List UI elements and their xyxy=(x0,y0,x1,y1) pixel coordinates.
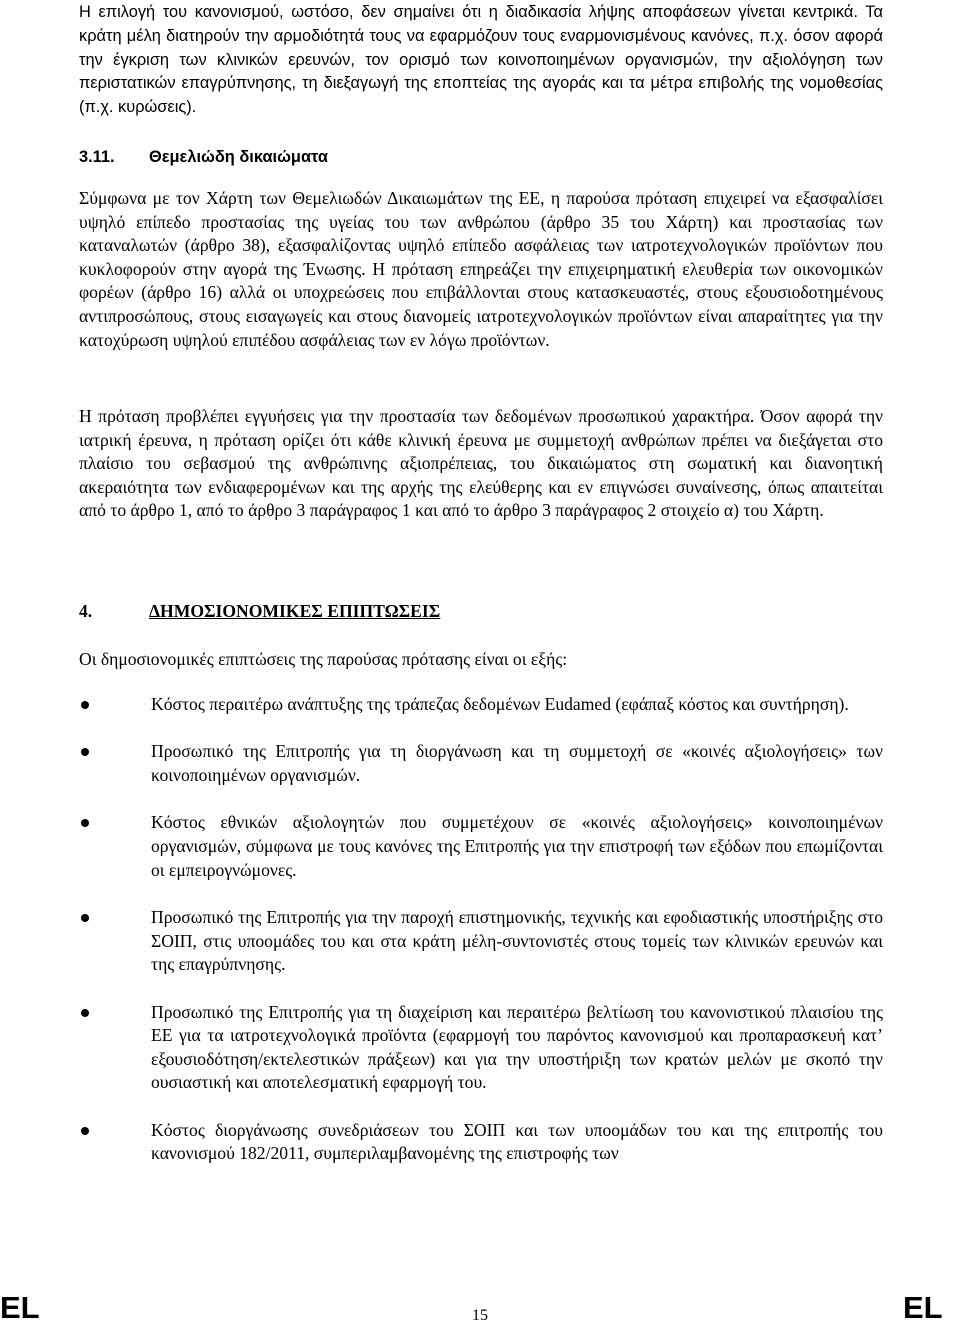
financial-intro-paragraph: Οι δημοσιονομικές επιπτώσεις της παρούσας πρότασης είναι οι εξής: xyxy=(79,649,568,669)
section-number: 3.11. xyxy=(79,148,115,166)
financial-impact-list xyxy=(79,693,883,1190)
list-item: Κόστος περαιτέρω ανάπτυξης της τράπεζας δεδομένων Eudamed (εφάπαξ κόστος και συντήρηση). xyxy=(79,693,883,717)
bullet-icon xyxy=(81,819,89,827)
footer-language-left: EL xyxy=(0,1290,40,1325)
section-4-heading xyxy=(79,600,883,624)
section-title: ΔΗΜΟΣΙΟΝΟΜΙΚΕΣ ΕΠΙΠΤΩΣΕΙΣ xyxy=(149,601,441,621)
section-number: 4. xyxy=(79,601,93,621)
bullet-icon xyxy=(81,914,89,922)
bullet-icon xyxy=(81,701,89,709)
section-3-11-heading xyxy=(79,146,883,170)
list-item: Προσωπικό της Επιτροπής για τη διοργάνωση και τη συμμετοχή σε «κοινές αξιολογήσεις» των κοινοποιημένων οργανισμών. xyxy=(79,740,883,787)
list-item: Κόστος εθνικών αξιολογητών που συμμετέχουν σε «κοινές αξιολογήσεις» κοινοποιημένων οργανισμών, σύμφωνα με τους κανόνες της Επιτροπής για την επιστροφή των εξόδων που επωμίζονται οι εμπειρογνώμονες. xyxy=(79,811,883,882)
page-number: 15 xyxy=(472,1307,488,1324)
section-title: Θεμελιώδη δικαιώματα xyxy=(149,148,328,166)
fundamental-rights-paragraph-2: Η πρόταση προβλέπει εγγυήσεις για την προστασία των δεδομένων προσωπικού χαρακτήρα. Όσον αφορά την ιατρική έρευνα, η πρόταση ορίζει ότι κάθε κλινική έρευνα με συμμετοχή ανθρώπων πρέπει να διεξάγεται στο πλαίσιο του σεβασμού της ανθρώπινης αξιοπρέπειας, του δικαιώματος στη σωματική και διανοητική ακεραιότητα των ενδιαφερομένων και της αρχής της ελεύθερης και εν επιγνώσει συναίνεσης, όπως απαιτείται από το άρθρο 1, από το άρθρο 3 παράγραφος 1 και από το άρθρο 3 παράγραφος 2 στοιχείο α) του Χάρτη. xyxy=(79,406,883,521)
bullet-icon xyxy=(81,1009,89,1017)
list-item: Προσωπικό της Επιτροπής για την παροχή επιστημονικής, τεχνικής και εφοδιαστικής υποστήριξης στο ΣΟΙΠ, στις υποομάδες του και στα κράτη μέλη-συντονιστές στους τομείς των κλινικών ερευνών και της επαγρύπνησης. xyxy=(79,906,883,977)
fundamental-rights-paragraph-1: Σύμφωνα με τον Χάρτη των Θεμελιωδών Δικαιωμάτων της ΕΕ, η παρούσα πρόταση επιχειρεί να εξασφαλίσει υψηλό επίπεδο προστασίας της υγείας του των ανθρώπου (άρθρο 35 του Χάρτη) και προστασίας των καταναλωτών (άρθρο 38), εξασφαλίζοντας υψηλό επίπεδο ασφάλειας των ιατροτεχνολογικών προϊόντων που κυκλοφορούν στην αγορά της Ένωσης. Η πρόταση επηρεάζει την επιχειρηματική ελευθερία των οικονομικών φορέων (άρθρο 16) αλλά οι υποχρεώσεις που επιβάλλονται στους κατασκευαστές, στους εξουσιοδοτημένους αντιπροσώπους, στους εισαγωγείς και στους διανομείς ιατροτεχνολογικών προϊόντων είναι απαραίτητες για την κατοχύρωση υψηλού επιπέδου ασφάλειας των εν λόγω προϊόντων. xyxy=(79,188,883,350)
bullet-icon xyxy=(81,748,89,756)
list-item: Κόστος διοργάνωσης συνεδριάσεων του ΣΟΙΠ και των υποομάδων του και της επιτροπής του κανονισμού 182/2011, συμπεριλαμβανομένης της επιστροφής των xyxy=(79,1119,883,1166)
footer-language-right: EL xyxy=(903,1290,943,1325)
bullet-icon xyxy=(81,1127,89,1135)
intro-paragraph: Η επιλογή του κανονισμού, ωστόσο, δεν σημαίνει ότι η διαδικασία λήψης αποφάσεων γίνεται κεντρικά. Τα κράτη μέλη διατηρούν την αρμοδιότητά τους να εφαρμόζουν τους εναρμονισμένους κανόνες, π.χ. όσον αφορά την έγκριση των κλινικών ερευνών, τον ορισμό των κοινοποιημένων οργανισμών, την αξιολόγηση των περιστατικών επαγρύπνησης, τη διεξαγωγή της εποπτείας της αγοράς και τα μέτρα επιβολής της νομοθεσίας (π.χ. κυρώσεις). xyxy=(79,3,883,117)
list-item: Προσωπικό της Επιτροπής για τη διαχείριση και περαιτέρω βελτίωση του κανονιστικού πλαισίου της ΕΕ για τα ιατροτεχνολογικά προϊόντα (εφαρμογή του παρόντος κανονισμού και προπαρασκευή κατ’ εξουσιοδότηση/εκτελεστικών πράξεων) και για την υποστήριξη των κρατών μελών με σκοπό την ουσιαστική και αποτελεσματική εφαρμογή του. xyxy=(79,1001,883,1095)
